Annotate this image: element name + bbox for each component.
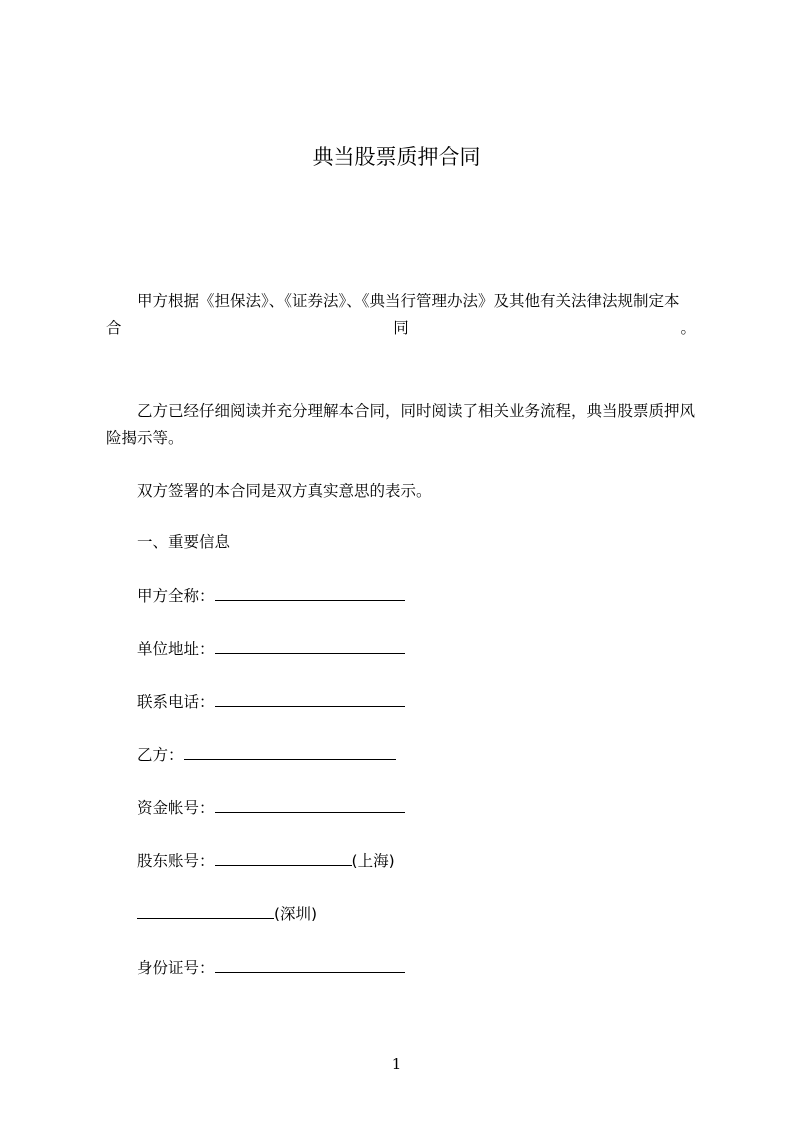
preamble-line-1: [106, 288, 696, 315]
preamble-char-he: 合: [106, 319, 122, 337]
field-fund-account: [137, 796, 405, 820]
preamble-line-2: [106, 315, 696, 342]
field-label: 乙方：: [137, 746, 184, 764]
shanghai-account-blank[interactable]: [215, 851, 352, 866]
party-b-blank[interactable]: [184, 745, 396, 760]
field-label: 资金帐号：: [137, 799, 215, 817]
field-label: 联系电话：: [137, 693, 215, 711]
fund-account-blank[interactable]: [215, 798, 405, 813]
field-contact-phone: [137, 690, 405, 714]
shenzhen-account-blank[interactable]: [137, 904, 274, 919]
field-unit-address: [137, 637, 405, 661]
party-a-name-blank[interactable]: [215, 586, 405, 601]
field-party-b: [137, 743, 396, 767]
field-id-number: [137, 956, 405, 980]
id-number-blank[interactable]: [215, 958, 405, 973]
preamble-text: 甲方根据《担保法》、《证券法》、《典当行管理办法》及其他有关法律法规制定本: [137, 292, 680, 310]
document-title: 典当股票质押合同: [312, 145, 481, 169]
preamble-period: 。: [680, 319, 696, 337]
contact-phone-blank[interactable]: [215, 692, 405, 707]
preamble-char-tong: 同: [393, 319, 409, 337]
field-label: 甲方全称：: [137, 587, 215, 605]
field-party-a-name: [137, 584, 405, 608]
paragraph-2: 乙方已经仔细阅读并充分理解本合同，同时阅读了相关业务流程，典当股票质押风险揭示等。: [106, 402, 696, 447]
field-shenzhen-account: [137, 902, 317, 926]
field-label: 单位地址：: [137, 640, 215, 658]
shenzhen-label: (深圳): [274, 905, 318, 923]
unit-address-blank[interactable]: [215, 639, 405, 654]
paragraph-3: 双方签署的本合同是双方真实意思的表示。: [137, 482, 432, 500]
shanghai-label: (上海): [351, 852, 395, 870]
page-number: 1: [391, 1055, 402, 1073]
field-shareholder-account: [137, 849, 395, 873]
field-label: 身份证号：: [137, 959, 215, 977]
section-1-heading: 一、重要信息: [137, 533, 231, 551]
field-label: 股东账号：: [137, 852, 215, 870]
